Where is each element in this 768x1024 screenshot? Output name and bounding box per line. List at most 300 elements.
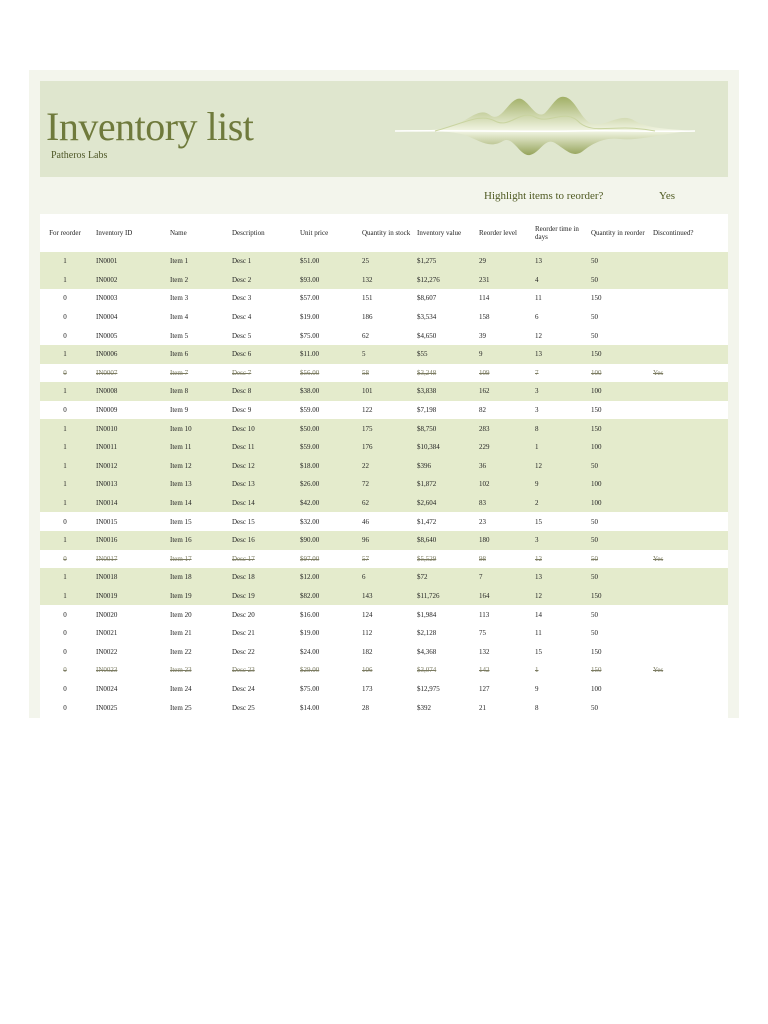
- cell-level: 142: [479, 666, 490, 675]
- cell-name: Item 8: [164, 382, 226, 401]
- cell-price: $56.00: [300, 368, 320, 377]
- cell-days: 7: [535, 368, 539, 377]
- cell-reorder_qty: 100: [585, 494, 647, 513]
- cell-value: $7,198: [417, 406, 437, 415]
- cell-desc: Desc 11: [226, 438, 294, 457]
- cell-price: $90.00: [294, 531, 356, 550]
- cell-days: 2: [529, 494, 585, 513]
- cell-name: Item 14: [164, 494, 226, 513]
- cell-reorder_qty: 50: [591, 610, 598, 619]
- cell-level: 114: [479, 294, 490, 303]
- cell-discontinued: [647, 271, 728, 290]
- cell-level: 113: [479, 610, 490, 619]
- cell-name: Item 21: [170, 629, 192, 638]
- cell-value: $12,276: [411, 271, 473, 290]
- table-row[interactable]: [40, 308, 728, 327]
- cell-days: 12: [535, 554, 542, 563]
- cell-desc: Desc 17: [232, 554, 255, 563]
- page-title: Inventory list: [46, 104, 254, 149]
- cell-level: 162: [473, 382, 529, 401]
- table-row[interactable]: [40, 438, 728, 457]
- cell-discontinued: [647, 401, 728, 420]
- cell-qty: 5: [356, 345, 411, 364]
- cell-value: $3,074: [417, 666, 437, 675]
- cell-qty: 57: [362, 554, 369, 563]
- cell-name: Item 10: [164, 419, 226, 438]
- cell-value: $4,650: [417, 331, 437, 340]
- cell-reorder_qty: 50: [585, 568, 647, 587]
- cell-level: 102: [473, 475, 529, 494]
- cell-id: IN0010: [90, 419, 164, 438]
- cell-level: 109: [479, 368, 490, 377]
- cell-value: $1,472: [417, 517, 437, 526]
- cell-reorder: 1: [40, 345, 90, 364]
- table-row[interactable]: [40, 382, 728, 401]
- cell-id: IN0019: [90, 587, 164, 606]
- table-row[interactable]: [40, 568, 728, 587]
- cell-days: 8: [535, 703, 539, 712]
- cell-desc: Desc 23: [232, 666, 255, 675]
- cell-qty: 175: [356, 419, 411, 438]
- cell-days: 4: [529, 271, 585, 290]
- table-row[interactable]: [40, 475, 728, 494]
- cell-days: 12: [529, 457, 585, 476]
- cell-qty: 176: [356, 438, 411, 457]
- cell-discontinued: [647, 457, 728, 476]
- cell-price: $38.00: [294, 382, 356, 401]
- cell-desc: Desc 3: [232, 294, 252, 303]
- cell-reorder_qty: 150: [591, 666, 602, 675]
- table-row[interactable]: [40, 252, 728, 271]
- inventory-table: [40, 214, 728, 717]
- cell-level: 82: [479, 406, 486, 415]
- cell-price: $11.00: [294, 345, 356, 364]
- cell-reorder_qty: 100: [585, 438, 647, 457]
- cell-reorder_qty: 100: [591, 684, 602, 693]
- cell-price: $19.00: [300, 629, 320, 638]
- cell-reorder: 0: [63, 666, 67, 675]
- cell-qty: 58: [362, 368, 369, 377]
- cell-days: 3: [529, 531, 585, 550]
- cell-discontinued: [647, 438, 728, 457]
- cell-level: 83: [473, 494, 529, 513]
- cell-reorder: 1: [40, 438, 90, 457]
- cell-price: $29.00: [300, 666, 320, 675]
- table-row[interactable]: [40, 326, 728, 345]
- cell-id: IN0015: [96, 517, 118, 526]
- cell-id: IN0023: [96, 666, 118, 675]
- table-row[interactable]: [40, 698, 728, 717]
- column-header[interactable]: Quantity in reorder: [591, 229, 645, 237]
- cell-price: $50.00: [294, 419, 356, 438]
- table-row[interactable]: [40, 550, 728, 569]
- cell-discontinued: [647, 252, 728, 271]
- cell-name: Item 11: [164, 438, 226, 457]
- cell-reorder: 1: [40, 531, 90, 550]
- cell-reorder_qty: 150: [585, 587, 647, 606]
- cell-qty: 6: [356, 568, 411, 587]
- cell-id: IN0006: [90, 345, 164, 364]
- cell-id: IN0011: [90, 438, 164, 457]
- cell-value: $2,128: [417, 629, 437, 638]
- cell-price: $14.00: [300, 703, 320, 712]
- cell-level: 21: [479, 703, 486, 712]
- cell-level: 132: [479, 647, 490, 656]
- cell-price: $42.00: [294, 494, 356, 513]
- cell-reorder: 0: [63, 294, 67, 303]
- cell-qty: 25: [356, 252, 411, 271]
- cell-days: 13: [529, 568, 585, 587]
- cell-id: IN0021: [96, 629, 118, 638]
- table-row[interactable]: [40, 419, 728, 438]
- cell-name: Item 6: [164, 345, 226, 364]
- inventory-sheet: [29, 70, 739, 718]
- cell-name: Item 24: [170, 684, 192, 693]
- cell-price: $26.00: [294, 475, 356, 494]
- cell-desc: Desc 1: [226, 252, 294, 271]
- column-header[interactable]: Inventory value: [417, 229, 462, 237]
- header-banner: [40, 81, 728, 177]
- cell-days: 13: [529, 345, 585, 364]
- cell-level: 158: [479, 313, 490, 322]
- cell-level: 98: [479, 554, 486, 563]
- cell-discontinued: [647, 512, 728, 531]
- cell-desc: Desc 2: [226, 271, 294, 290]
- cell-days: 6: [535, 313, 539, 322]
- cell-desc: Desc 21: [232, 629, 255, 638]
- cell-name: Item 15: [170, 517, 192, 526]
- cell-days: 1: [535, 666, 539, 675]
- cell-reorder_qty: 150: [585, 345, 647, 364]
- cell-discontinued: [647, 587, 728, 606]
- cell-level: 127: [479, 684, 490, 693]
- cell-reorder_qty: 50: [591, 313, 598, 322]
- cell-days: 12: [535, 331, 542, 340]
- cell-desc: Desc 12: [226, 457, 294, 476]
- cell-level: 231: [473, 271, 529, 290]
- cell-name: Item 5: [170, 331, 189, 340]
- cell-discontinued: [647, 642, 728, 661]
- cell-level: 23: [479, 517, 486, 526]
- column-header[interactable]: Name: [170, 229, 187, 237]
- cell-discontinued: [647, 605, 728, 624]
- cell-id: IN0009: [96, 406, 118, 415]
- cell-desc: Desc 9: [232, 406, 252, 415]
- cell-discontinued: [647, 382, 728, 401]
- cell-desc: Desc 16: [226, 531, 294, 550]
- cell-desc: Desc 10: [226, 419, 294, 438]
- cell-value: $2,604: [411, 494, 473, 513]
- cell-days: 9: [535, 684, 539, 693]
- cell-discontinued: [647, 308, 728, 327]
- cell-desc: Desc 7: [232, 368, 252, 377]
- cell-reorder: 0: [63, 684, 67, 693]
- highlight-value[interactable]: Yes: [659, 190, 676, 202]
- cell-discontinued: [647, 531, 728, 550]
- cell-id: IN0018: [90, 568, 164, 587]
- cell-reorder_qty: 100: [591, 368, 602, 377]
- cell-value: $3,248: [417, 368, 437, 377]
- cell-discontinued: [647, 494, 728, 513]
- cell-id: IN0014: [90, 494, 164, 513]
- column-header[interactable]: Reorder time in days: [535, 225, 579, 241]
- cell-value: $55: [411, 345, 473, 364]
- cell-price: $75.00: [300, 331, 320, 340]
- cell-days: 8: [529, 419, 585, 438]
- cell-desc: Desc 24: [232, 684, 255, 693]
- cell-reorder: 1: [40, 457, 90, 476]
- cell-level: 229: [473, 438, 529, 457]
- cell-price: $75.00: [300, 684, 320, 693]
- cell-price: $18.00: [294, 457, 356, 476]
- cell-id: IN0012: [90, 457, 164, 476]
- cell-qty: 132: [356, 271, 411, 290]
- cell-discontinued: [647, 289, 728, 308]
- cell-days: 12: [529, 587, 585, 606]
- cell-name: Item 16: [164, 531, 226, 550]
- table-row[interactable]: [40, 345, 728, 364]
- highlight-label: Highlight items to reorder?: [484, 190, 604, 202]
- cell-id: IN0025: [96, 703, 118, 712]
- cell-days: 11: [535, 629, 542, 638]
- cell-name: Item 17: [170, 554, 192, 563]
- cell-discontinued: Yes: [653, 666, 664, 675]
- cell-value: $392: [417, 703, 431, 712]
- cell-id: IN0013: [90, 475, 164, 494]
- cell-qty: 112: [362, 629, 373, 638]
- cell-price: $93.00: [294, 271, 356, 290]
- cell-id: IN0008: [90, 382, 164, 401]
- cell-reorder: 1: [40, 382, 90, 401]
- cell-reorder: 0: [63, 703, 67, 712]
- wave-graphic: [395, 93, 695, 163]
- column-header[interactable]: Inventory ID: [96, 229, 133, 237]
- cell-value: $3,534: [417, 313, 437, 322]
- table-row[interactable]: [40, 642, 728, 661]
- cell-discontinued: [647, 475, 728, 494]
- cell-desc: Desc 18: [226, 568, 294, 587]
- cell-name: Item 22: [170, 647, 192, 656]
- table-row[interactable]: [40, 680, 728, 699]
- table-row[interactable]: [40, 457, 728, 476]
- cell-qty: 28: [362, 703, 369, 712]
- cell-qty: 173: [362, 684, 373, 693]
- column-header[interactable]: For reorder: [49, 229, 81, 237]
- cell-reorder_qty: 50: [585, 252, 647, 271]
- cell-days: 15: [535, 517, 542, 526]
- cell-id: IN0004: [96, 313, 118, 322]
- cell-discontinued: Yes: [653, 368, 664, 377]
- cell-level: 283: [473, 419, 529, 438]
- cell-desc: Desc 22: [232, 647, 255, 656]
- cell-reorder_qty: 50: [585, 531, 647, 550]
- table-row[interactable]: [40, 271, 728, 290]
- cell-price: $24.00: [300, 647, 320, 656]
- cell-reorder: 0: [63, 331, 67, 340]
- cell-reorder_qty: 150: [591, 294, 602, 303]
- cell-id: IN0022: [96, 647, 118, 656]
- cell-name: Item 23: [170, 666, 192, 675]
- cell-desc: Desc 5: [232, 331, 252, 340]
- cell-id: IN0020: [96, 610, 118, 619]
- cell-discontinued: [647, 680, 728, 699]
- cell-price: $16.00: [300, 610, 320, 619]
- cell-name: Item 19: [164, 587, 226, 606]
- cell-reorder: 0: [63, 610, 67, 619]
- cell-days: 15: [535, 647, 542, 656]
- cell-price: $19.00: [300, 313, 320, 322]
- column-header[interactable]: Description: [232, 229, 265, 237]
- cell-discontinued: [647, 419, 728, 438]
- cell-desc: Desc 20: [232, 610, 255, 619]
- cell-reorder_qty: 50: [591, 331, 598, 340]
- cell-qty: 22: [356, 457, 411, 476]
- inventory-table-wrap: [40, 214, 728, 718]
- cell-value: $12,975: [417, 684, 440, 693]
- cell-days: 9: [529, 475, 585, 494]
- table-row[interactable]: [40, 494, 728, 513]
- cell-desc: Desc 6: [226, 345, 294, 364]
- table-row[interactable]: [40, 289, 728, 308]
- cell-price: $82.00: [294, 587, 356, 606]
- cell-reorder: 0: [63, 554, 67, 563]
- cell-value: $1,872: [411, 475, 473, 494]
- cell-value: $10,384: [411, 438, 473, 457]
- cell-qty: 186: [362, 313, 373, 322]
- cell-qty: 106: [362, 666, 373, 675]
- cell-id: IN0003: [96, 294, 118, 303]
- cell-discontinued: [647, 345, 728, 364]
- cell-reorder_qty: 150: [585, 419, 647, 438]
- cell-name: Item 7: [170, 368, 189, 377]
- cell-name: Item 1: [164, 252, 226, 271]
- table-row[interactable]: [40, 587, 728, 606]
- cell-id: IN0016: [90, 531, 164, 550]
- cell-name: Item 12: [164, 457, 226, 476]
- cell-name: Item 2: [164, 271, 226, 290]
- cell-price: $32.00: [300, 517, 320, 526]
- cell-value: $1,275: [411, 252, 473, 271]
- cell-desc: Desc 15: [232, 517, 255, 526]
- company-name: Patheros Labs: [51, 150, 108, 161]
- cell-days: 3: [535, 406, 539, 415]
- cell-discontinued: [647, 624, 728, 643]
- cell-price: $12.00: [294, 568, 356, 587]
- cell-qty: 62: [362, 331, 369, 340]
- cell-reorder: 0: [63, 517, 67, 526]
- cell-value: $4,368: [417, 647, 437, 656]
- cell-reorder_qty: 100: [585, 475, 647, 494]
- cell-id: IN0005: [96, 331, 118, 340]
- cell-reorder_qty: 50: [585, 457, 647, 476]
- cell-reorder_qty: 50: [591, 703, 598, 712]
- cell-value: $8,750: [411, 419, 473, 438]
- cell-name: Item 13: [164, 475, 226, 494]
- cell-discontinued: [647, 326, 728, 345]
- table-row[interactable]: [40, 605, 728, 624]
- table-row[interactable]: [40, 661, 728, 680]
- cell-reorder: 0: [63, 313, 67, 322]
- cell-value: $72: [411, 568, 473, 587]
- cell-days: 1: [529, 438, 585, 457]
- cell-qty: 124: [362, 610, 373, 619]
- table-row[interactable]: [40, 624, 728, 643]
- column-header[interactable]: Quantity in stock: [362, 229, 411, 237]
- cell-qty: 182: [362, 647, 373, 656]
- cell-name: Item 4: [170, 313, 189, 322]
- cell-reorder: 0: [63, 406, 67, 415]
- column-header[interactable]: Unit price: [300, 229, 329, 237]
- cell-reorder: 1: [40, 587, 90, 606]
- cell-price: $51.00: [294, 252, 356, 271]
- cell-qty: 101: [356, 382, 411, 401]
- cell-desc: Desc 8: [226, 382, 294, 401]
- cell-desc: Desc 13: [226, 475, 294, 494]
- table-row[interactable]: [40, 401, 728, 420]
- cell-level: 36: [473, 457, 529, 476]
- table-row[interactable]: [40, 512, 728, 531]
- cell-reorder: 0: [63, 629, 67, 638]
- cell-value: $8,640: [411, 531, 473, 550]
- cell-desc: Desc 4: [232, 313, 252, 322]
- cell-desc: Desc 19: [226, 587, 294, 606]
- table-row[interactable]: [40, 531, 728, 550]
- cell-reorder: 1: [40, 475, 90, 494]
- cell-desc: Desc 14: [226, 494, 294, 513]
- cell-id: IN0017: [96, 554, 118, 563]
- cell-price: $59.00: [300, 406, 320, 415]
- cell-value: $11,726: [411, 587, 473, 606]
- cell-name: Item 9: [170, 406, 189, 415]
- column-header[interactable]: Reorder level: [479, 229, 517, 237]
- cell-discontinued: Yes: [653, 554, 664, 563]
- cell-id: IN0024: [96, 684, 118, 693]
- table-row[interactable]: [40, 364, 728, 383]
- cell-price: $97.00: [300, 554, 320, 563]
- table-header-row: [40, 214, 728, 252]
- cell-name: Item 25: [170, 703, 192, 712]
- cell-reorder: 0: [63, 647, 67, 656]
- cell-level: 75: [479, 629, 486, 638]
- cell-reorder_qty: 100: [585, 382, 647, 401]
- cell-qty: 122: [362, 406, 373, 415]
- cell-reorder: 1: [40, 494, 90, 513]
- cell-level: 29: [473, 252, 529, 271]
- cell-reorder_qty: 50: [585, 271, 647, 290]
- table-body: [40, 252, 728, 717]
- cell-days: 11: [535, 294, 542, 303]
- cell-level: 7: [473, 568, 529, 587]
- cell-reorder_qty: 50: [591, 629, 598, 638]
- cell-reorder: 1: [40, 419, 90, 438]
- cell-value: $1,984: [417, 610, 437, 619]
- cell-price: $59.00: [294, 438, 356, 457]
- cell-reorder: 0: [63, 368, 67, 377]
- cell-reorder_qty: 150: [591, 647, 602, 656]
- cell-level: 9: [473, 345, 529, 364]
- cell-qty: 151: [362, 294, 373, 303]
- cell-value: $5,529: [417, 554, 437, 563]
- cell-days: 14: [535, 610, 542, 619]
- cell-value: $396: [411, 457, 473, 476]
- column-header[interactable]: Discontinued?: [653, 229, 694, 237]
- cell-level: 180: [473, 531, 529, 550]
- cell-discontinued: [647, 568, 728, 587]
- cell-qty: 72: [356, 475, 411, 494]
- cell-reorder: 1: [40, 252, 90, 271]
- cell-price: $57.00: [300, 294, 320, 303]
- cell-days: 13: [529, 252, 585, 271]
